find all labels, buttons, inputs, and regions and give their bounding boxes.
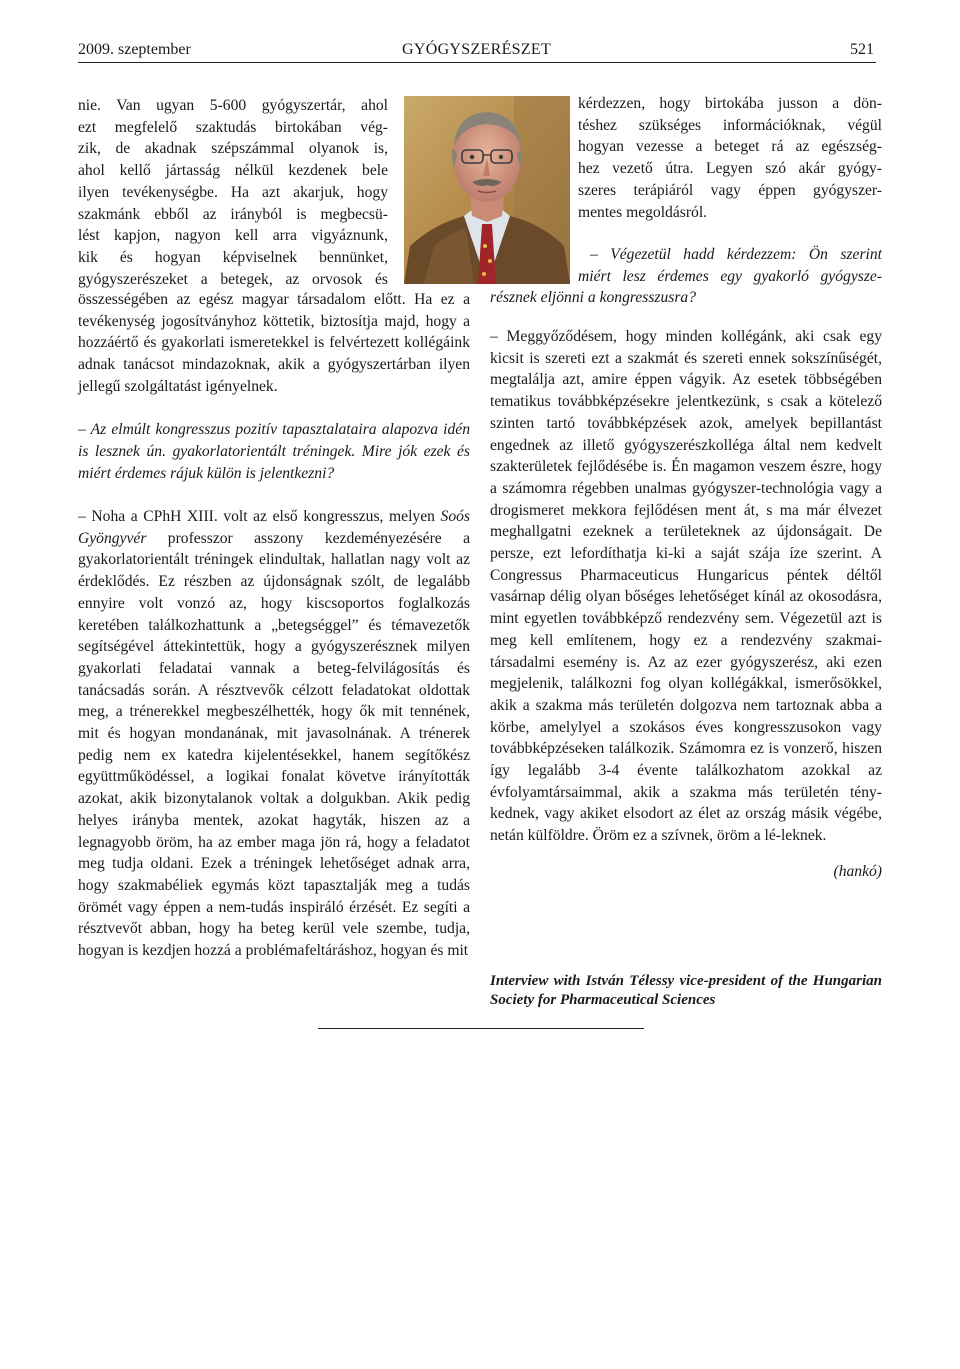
interview-answer	[78, 506, 470, 962]
text-line: hogyan vezesse a beteget rá az egészség-	[578, 138, 882, 156]
person-name: Soós Gyöngyvér	[78, 508, 470, 547]
interview-answer: – Meggyőződésem, hogy minden kollégánk, aki csak egy kicsit is szereti ezt a szakmát és szereti ennek sokszínűségét, megtalálja azt, amire éppen vágyik. Az esetek többségében tematikus továbbképzésekre jelentkezünk, s csak a kötelező szinten tartó továbbképzések azok, amelyek bepillantást engednek az illető gyógyszerészkolléga által nem kedvelt szakterületek fejlődésébe is. Én magamon veszem észre, hogy a számomra régebben unalmas gyógyszer-technológia vagy a drogismeret mekkora fejlődésen ment át, s ma már élvezet meghallgatni ezeknek a területeknek az újdonságait. De persze, ezt lefordíthatja ki-ki a saját szája íze szerint. A Congressus Pharmaceuticus Hungaricus péntek déltől vasárnap délig olyan bőséges lehetőséget kínál az okosodásra, mint egyetlen továbbképző rendezvény sem. Végezetül azt is meg kell említenem, hogy ez a rendezvény szakmai-társadalmi esemény is. Az az ezer gyógyszerész, aki ezen megjelenik, találkozni fog olyan kollégákkal, ismerősökkel, akik a szakma más területén dolgozva nem tartoznak abba a körbe, amelylyel a szokásos éves kongresszusokon vagy továbbképzéseken találkozik. Számomra ez is vonzerő, hiszen így legalább 3-4 évente találkozhatom azokkal az évfolyamtársaimmal, akik a szakma más területén tény-kednek, vagy akiket elsodort az élet az ország másik végébe, netán külföldre. Öröm ez a szívnek, öröm a lé-leknek.	[490, 328, 882, 845]
text-line: ilyen tevékenységbe. Ha azt akarjuk, hogy	[78, 183, 388, 201]
answer-lead: – Noha a CPhH XIII. volt az első kongresszus, melyen	[78, 508, 441, 525]
text-line: gyógyszerészeket a betegek, az orvosok és	[78, 270, 388, 288]
text-line: kik és hogyan képviselnek bennünket,	[78, 248, 388, 266]
right-column-main	[490, 326, 882, 883]
english-summary: Interview with István Télessy vice-president of the Hungarian Society for Pharmaceutical Sciences	[490, 973, 882, 1008]
text-line: mentes megoldásról.	[578, 203, 708, 221]
text-line: kérdezzen, hogy birtokába jusson a dön-	[578, 95, 882, 112]
issue-date: 2009. szeptember	[78, 41, 191, 58]
left-column-main	[78, 289, 470, 962]
text-line: ahol kellő jártasság nélkül kezdenek bele	[78, 162, 388, 180]
question-line: résznek eljönni a kongresszusra?	[490, 289, 697, 307]
text-line: nie. Van ugyan 5-600 gyógyszertár, ahol	[78, 97, 388, 114]
text-line: ezt megfelelő szaktudás birtokában vég-	[78, 118, 388, 136]
paragraph: összességében az egész magyar társadalom előtt. Ha ez a tevékenység jogosítványhoz köttetik, biztosítja majd, hogy a hozzáértő és gyakorlati ismeretekkel is felvértezett kollégáink adnak tanácsot mindazoknak, akik a gyógyszertárban ilyen jellegű szolgáltatást igényelnek.	[78, 291, 470, 395]
text-line: szeres terápiáról vagy éppen gyógyszer-	[578, 181, 882, 199]
author-signature: (hankó)	[833, 862, 882, 880]
text-line: téshez szükséges információknak, végül	[578, 116, 882, 134]
page-header	[78, 40, 876, 63]
question-line: – Végezetül hadd kérdezzem: Ön szerint	[590, 246, 882, 263]
page-number: 521	[850, 41, 874, 58]
left-column-top	[78, 95, 388, 290]
text-line: szakmánk ebből az irányból is megbecsü-	[78, 205, 388, 223]
question-line: miért lesz érdemes egy gyakorló gyógysze-	[578, 267, 882, 285]
text-line: hez vezető útra. Legyen szó akár gyógy-	[578, 160, 882, 178]
divider-rule	[318, 1028, 644, 1029]
journal-title: GYÓGYSZERÉSZET	[402, 41, 552, 58]
right-column-top	[578, 93, 882, 223]
text-line: lést kapjon, nagyon kell arra vigyáznunk,	[78, 227, 388, 245]
interview-question: – Az elmúlt kongresszus pozitív tapasztalataira alapozva idén is lesznek ún. gyakorlatorientált tréningek. Mire jók ezek és miért érdemes rájuk külön is jelentkezni?	[78, 421, 470, 482]
text-line: zik, de akadnak szépszámmal olyanok is,	[78, 140, 388, 158]
answer-body: professzor asszony kezdeményezésére a gyakorlatorientált tréningek elindultak, hallatlan nagy volt az érdeklődés. Ez részben az újdonságnak szólt, de legalább ennyire volt vonzó az, hogy kiscsoportos foglalkozás keretében találkozhattunk a „betegséggel” és témavezetők segítségével áttekintettük, hogy a gyógyszerésznek milyen gyakorlati feladatai vannak a beteg-felvilágosítás és tanácsadás során. A résztvevők célzott feladatokat oldottak meg, a trénerekkel megbeszélhették, hogy ők mit tennének, mit és hogyan mondanának, mit javasolnának. A trénerek pedig nem ex katedra kijelentésekkel, hanem segítőkész együttműködéssel, a logikai fonalat követve irányították azokat, akik bizonytalanok voltak a dolgukban. Akik pedig helyes irányba mentek, azokat hagyták, hiszen az a legnagyobb öröm, ha az ember maga jön rá, hogy a feladatot meg tudja oldani. Ezek a tréningek lehetőséget adnak arra, hogy szakmabéliek egymás közt tapasztalják meg a tudás örömét vagy éppen a nem-tudás inspiráló érzését. Ez segíti a résztvevőt abban, hogy ha beteg kerül vele szembe, tudja, hogyan is kezdjen hozzá a problémafeltáráshoz, hogyan és mit	[78, 529, 470, 960]
right-question	[490, 244, 882, 309]
